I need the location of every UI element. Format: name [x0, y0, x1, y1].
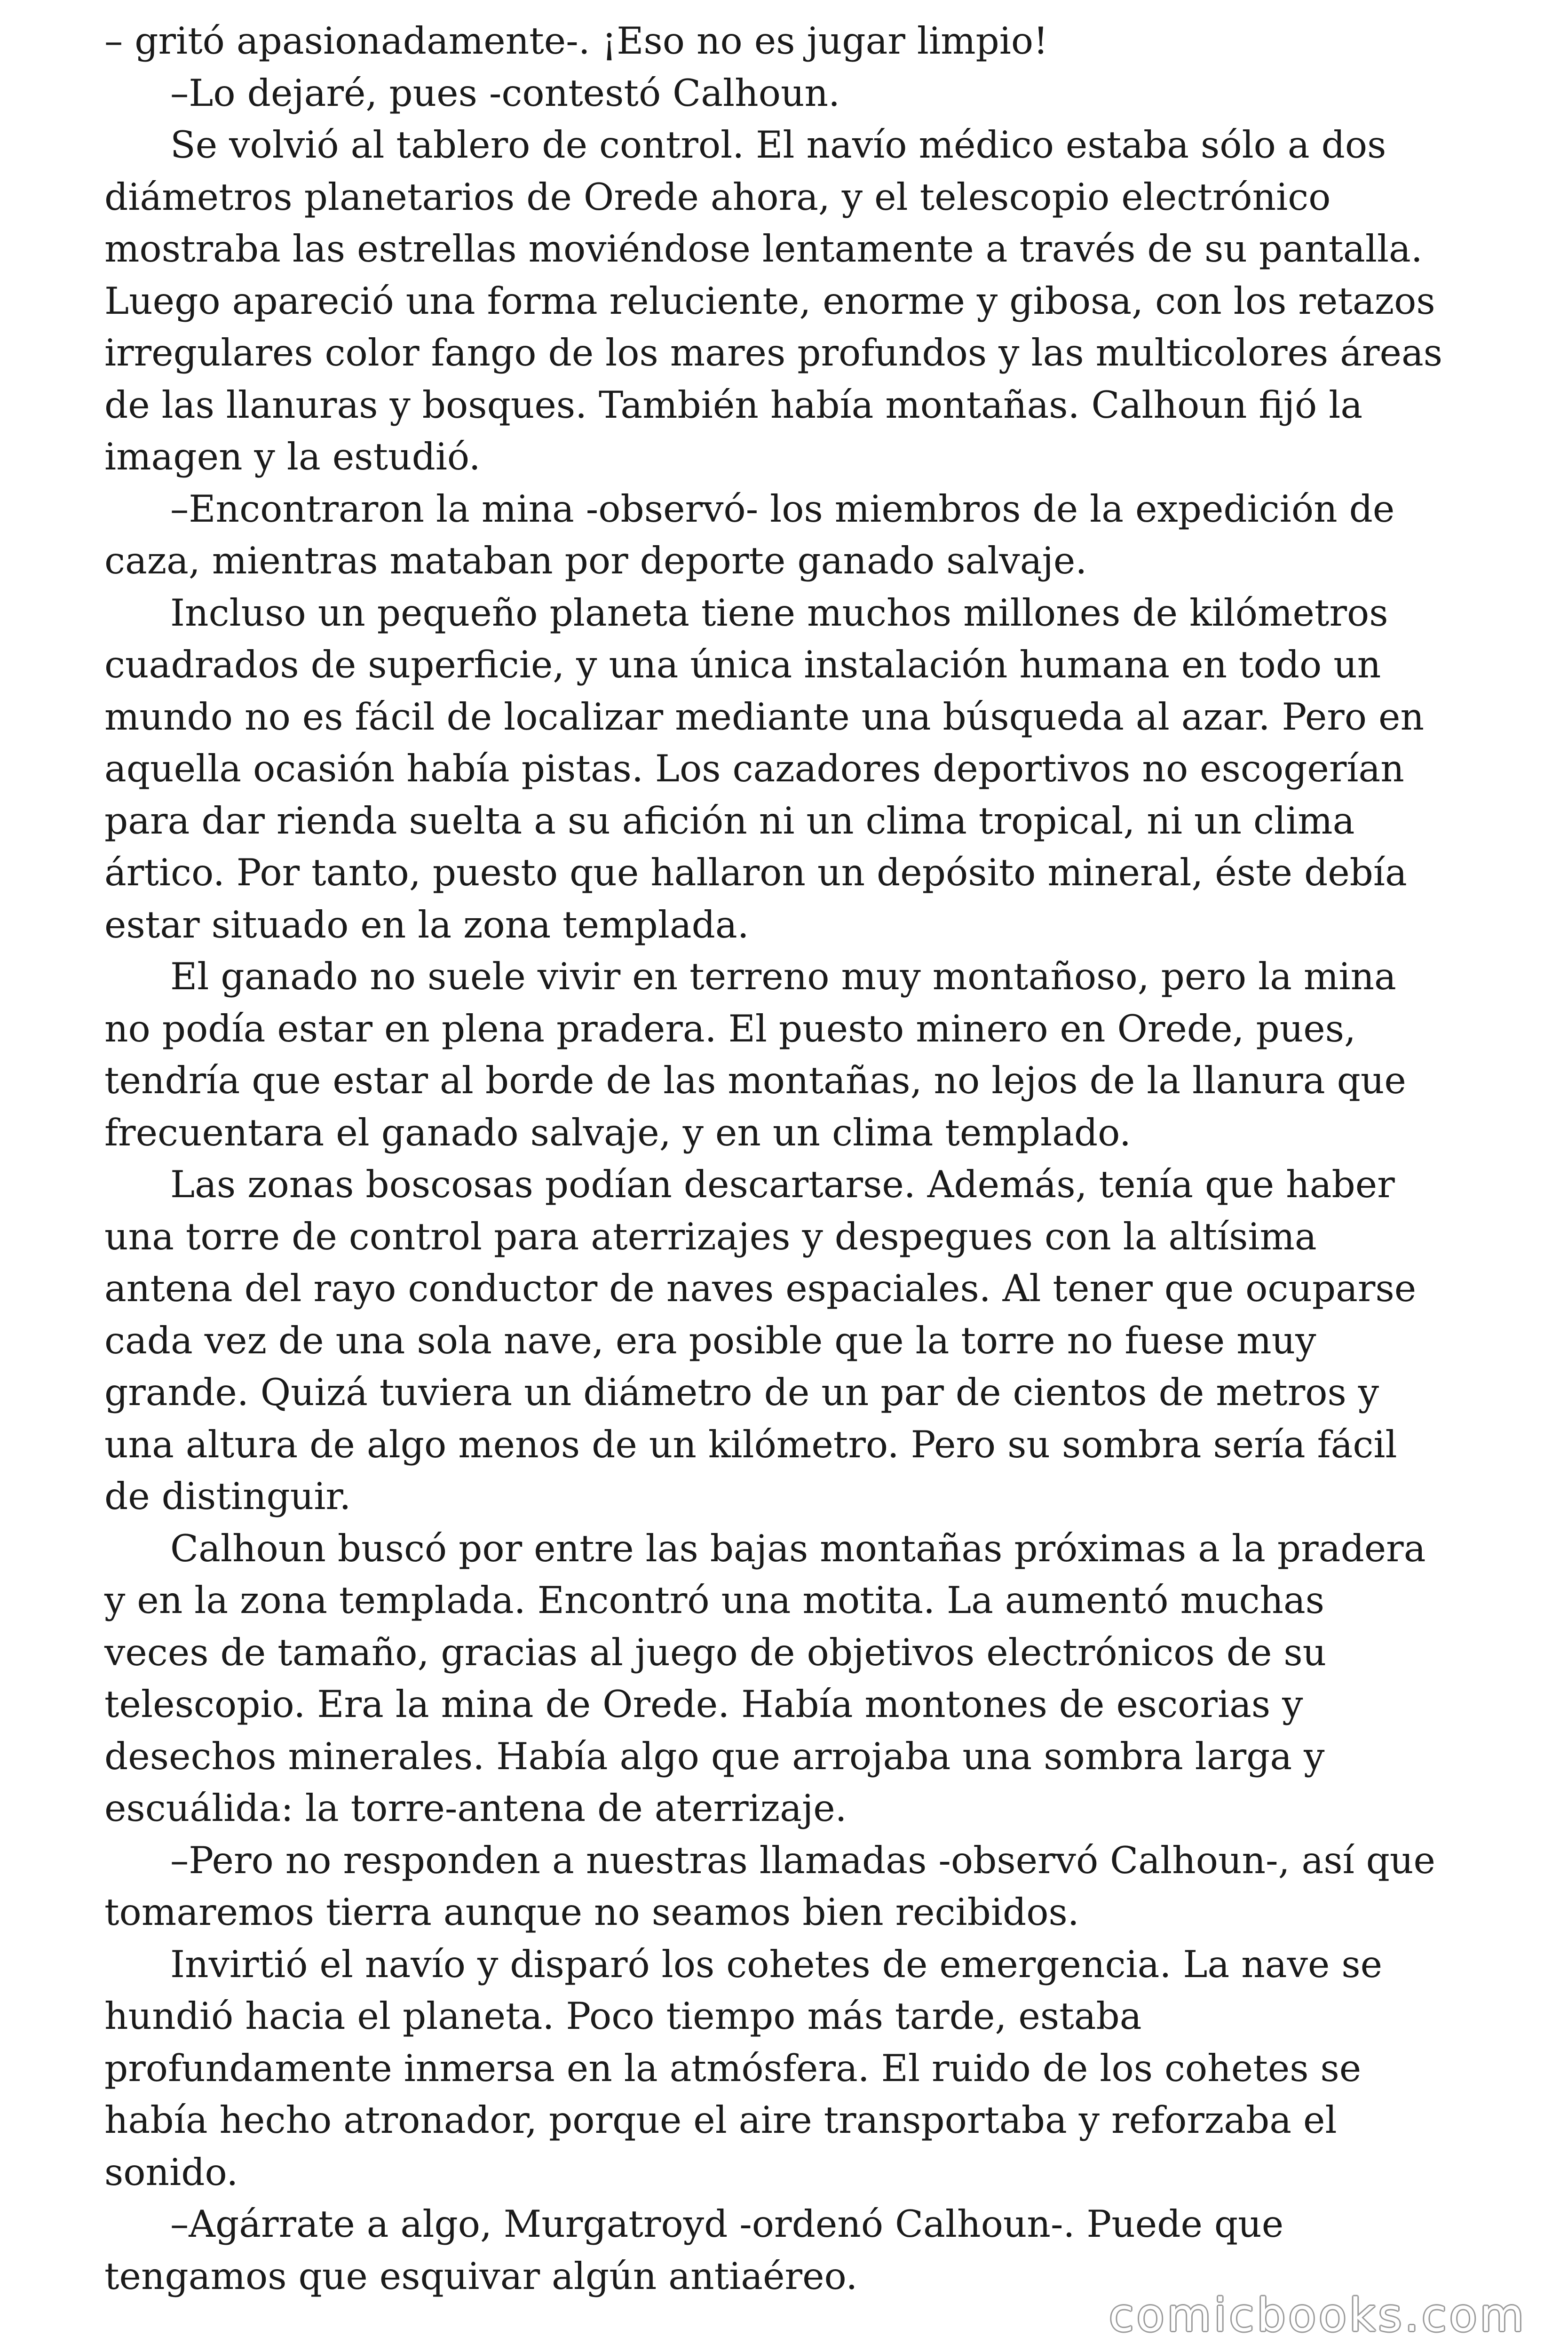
text-line: antena del rayo conductor de naves espaciales. Al tener que ocuparse — [104, 1267, 1417, 1310]
text-line: una altura de algo menos de un kilómetro. Pero su sombra sería fácil — [104, 1422, 1397, 1466]
text-line: escuálida: la torre-antena de aterrizaje. — [104, 1787, 847, 1830]
text-line: para dar rienda suelta a su afición ni un clima tropical, ni un clima — [104, 799, 1355, 842]
text-line: profundamente inmersa en la atmósfera. El ruido de los cohetes se — [104, 2046, 1362, 2090]
text-line: sonido. — [104, 2150, 238, 2194]
text-line: estar situado en la zona templada. — [104, 903, 749, 946]
text-line: irregulares color fango de los mares profundos y las multicolores áreas — [104, 331, 1443, 374]
text-line: no podía estar en plena pradera. El puesto minero en Orede, pues, — [104, 1007, 1356, 1050]
text-line: tomaremos tierra aunque no seamos bien recibidos. — [104, 1891, 1079, 1934]
text-line: Incluso un pequeño planeta tiene muchos millones de kilómetros — [170, 591, 1388, 635]
text-line: desechos minerales. Había algo que arrojaba una sombra larga y — [104, 1734, 1325, 1778]
text-line: tendría que estar al borde de las montañas, no lejos de la llanura que — [104, 1059, 1406, 1102]
text-line: frecuentara el ganado salvaje, y en un clima templado. — [104, 1111, 1132, 1154]
text-line: Calhoun buscó por entre las bajas montañas próximas a la pradera — [170, 1526, 1426, 1570]
text-line: Se volvió al tablero de control. El navío médico estaba sólo a dos — [170, 123, 1386, 167]
text-line: una torre de control para aterrizajes y despegues con la altísima — [104, 1215, 1317, 1258]
text-line: –Agárrate a algo, Murgatroyd -ordenó Calhoun-. Puede que — [170, 2202, 1284, 2246]
text-line: – gritó apasionadamente-. ¡Eso no es jugar limpio! — [104, 19, 1048, 63]
text-line: Luego apareció una forma reluciente, enorme y gibosa, con los retazos — [104, 279, 1435, 323]
text-line: caza, mientras mataban por deporte ganado salvaje. — [104, 539, 1087, 582]
text-line: mostraba las estrellas moviéndose lentamente a través de su pantalla. — [104, 227, 1423, 270]
text-line: imagen y la estudió. — [104, 435, 481, 478]
text-line: cada vez de una sola nave, era posible que la torre no fuese muy — [104, 1319, 1316, 1362]
text-line: y en la zona templada. Encontró una motita. La aumentó muchas — [104, 1579, 1325, 1622]
text-line: diámetros planetarios de Orede ahora, y el telescopio electrónico — [104, 175, 1331, 219]
text-line: mundo no es fácil de localizar mediante una búsqueda al azar. Pero en — [104, 695, 1425, 739]
text-line: –Pero no responden a nuestras llamadas -observó Calhoun-, así que — [170, 1838, 1435, 1882]
watermark: comicbooks.com — [1109, 2289, 1527, 2342]
text-line: tengamos que esquivar algún antiaéreo. — [104, 2254, 858, 2298]
text-line: Invirtió el navío y disparó los cohetes de emergencia. La nave se — [170, 1942, 1383, 1986]
text-line: grande. Quizá tuviera un diámetro de un par de cientos de metros y — [104, 1371, 1379, 1414]
text-line: Las zonas boscosas podían descartarse. Además, tenía que haber — [170, 1163, 1395, 1206]
text-line: –Encontraron la mina -observó- los miembros de la expedición de — [170, 487, 1395, 531]
text-line: aquella ocasión había pistas. Los cazadores deportivos no escogerían — [104, 747, 1404, 790]
text-line: telescopio. Era la mina de Orede. Había montones de escorias y — [104, 1683, 1303, 1726]
text-line: –Lo dejaré, pues -contestó Calhoun. — [170, 71, 840, 115]
text-line: veces de tamaño, gracias al juego de objetivos electrónicos de su — [104, 1630, 1327, 1674]
book-page-text — [104, 15, 1464, 2302]
text-line: hundió hacia el planeta. Poco tiempo más tarde, estaba — [104, 1994, 1142, 2038]
text-line: ártico. Por tanto, puesto que hallaron un depósito mineral, éste debía — [104, 851, 1407, 894]
text-line: de distinguir. — [104, 1475, 351, 1518]
text-line: cuadrados de superficie, y una única instalación humana en todo un — [104, 643, 1381, 686]
text-line: había hecho atronador, porque el aire transportaba y reforzaba el — [104, 2098, 1337, 2142]
text-line: de las llanuras y bosques. También había montañas. Calhoun fijó la — [104, 383, 1363, 427]
text-line: El ganado no suele vivir en terreno muy montañoso, pero la mina — [170, 955, 1396, 998]
